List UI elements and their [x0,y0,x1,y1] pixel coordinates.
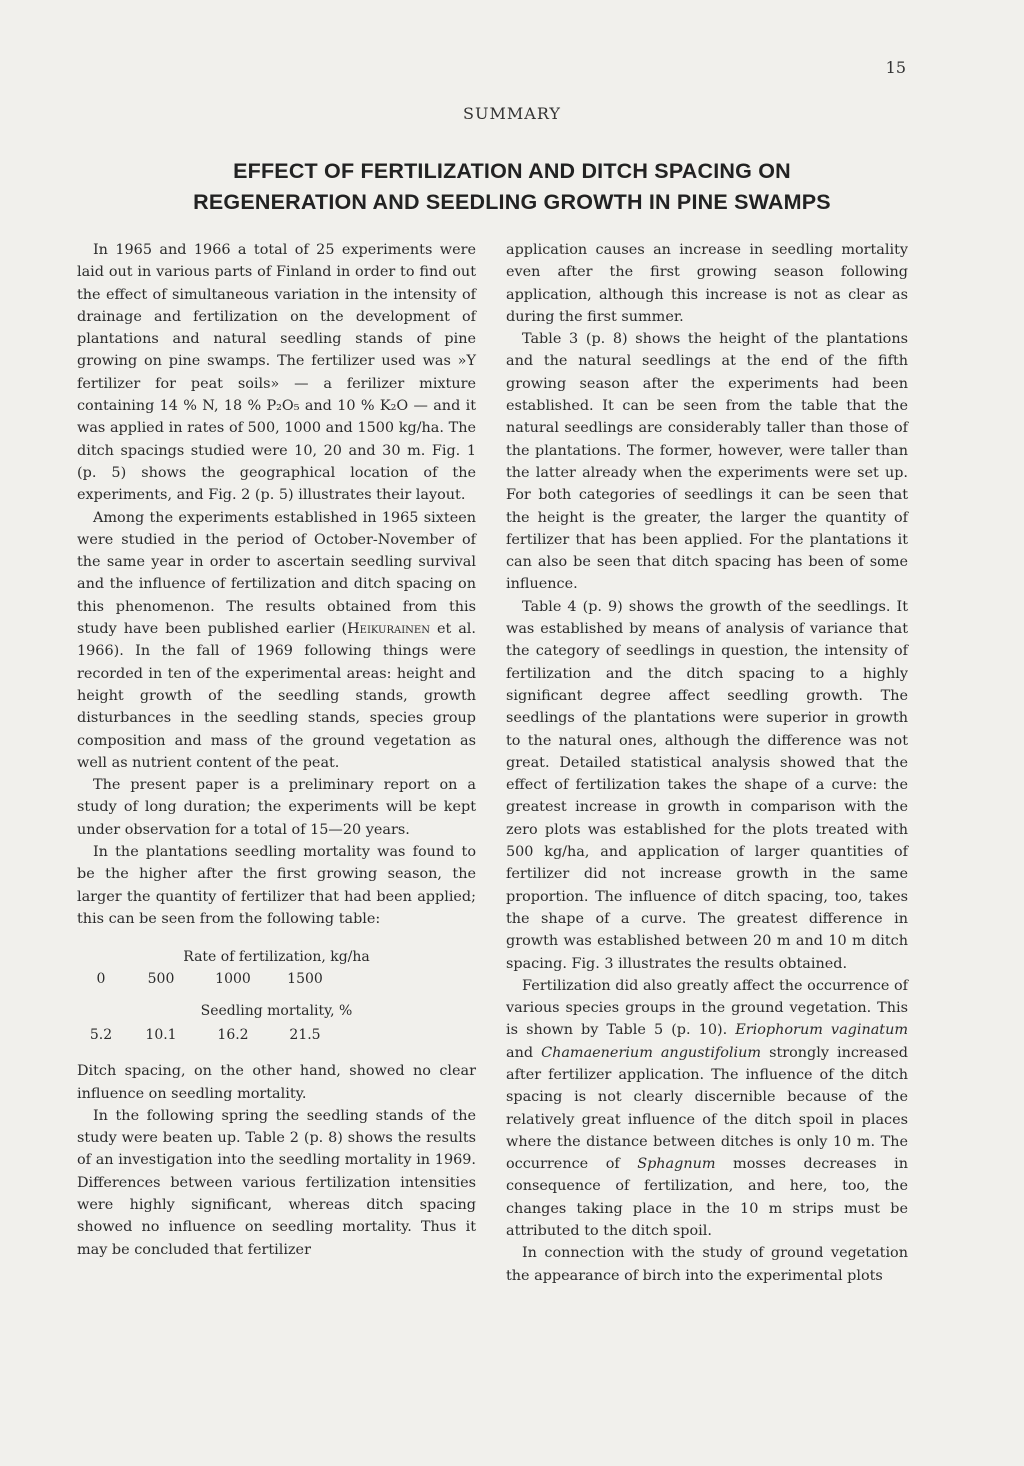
title-line-2: REGENERATION AND SEEDLING GROWTH IN PINE SWAMPS [193,190,831,214]
paragraph: In the following spring the seedling stands of the study were beaten up. Table 2 (p. 8) shows the results of an investigation into the seedling mortality in 1969. Differences between various fertilization intensities were highly significant, whereas ditch spacing showed no influence on seedling mortality. Thus it may be concluded that fertilizer [77,1107,476,1258]
mortality-table [77,946,476,1046]
title-line-1: EFFECT OF FERTILIZATION AND DITCH SPACING ON [233,159,791,183]
text: mosses decreases in consequence of fertilization, and here, too, the changes taking place in the 10 m strips must be attributed to the ditch spoil. [506,1156,909,1240]
table-cell: 16.2 [217,1027,249,1044]
paragraph: The present paper is a preliminary report on a study of long duration; the experiments will be kept under observation for a total of 15—20 years. [77,777,476,838]
paragraph [506,975,908,1243]
paragraph: In connection with the study of ground vegetation the appearance of birch into the experimental plots [506,1245,908,1284]
left-column [77,239,476,1261]
table-row [77,1024,476,1046]
table-cell: 1000 [215,971,251,988]
species-name: Eriophorum vaginatum [735,1022,909,1039]
text: and [506,1044,542,1061]
text: et al. 1966). In the fall of 1969 following things were recorded in ten of the experimental areas: height and height growth of the seedling stands, growth disturbances in the seedling stands, species group composition and mass of the ground vegetation as well as nutrient content of the peat. [77,621,476,771]
text: Among the experiments established in 1965 sixteen were studied in the period of October-November of the same year in order to ascertain seedling survival and the influence of fertilization and ditch spacing on this phenomenon. The results obtained from this study have been published earlier ( [77,509,476,638]
species-name: Chamaenerium angustifolium [541,1044,762,1061]
table-cell: 0 [96,971,106,988]
table-cell: 21.5 [289,1027,321,1044]
table-cell: 1500 [287,971,323,988]
paragraph: Table 3 (p. 8) shows the height of the plantations and the natural seedlings at the end of the fifth growing season after the experiments had been established. It can be seen from the table that the natural seedlings are considerably taller than those of the plantations. The former, however, were taller than the latter already when the experiments were set up. For both categories of seedlings it can be seen that the height is the greater, the larger the quantity of fertilizer that has been applied. For the plantations it can also be seen that ditch spacing has been of some influence. [506,331,908,593]
paragraph: application causes an increase in seedling mortality even after the first growing season following application, although this increase is not as clear as during the first summer. [506,242,908,325]
right-column [506,239,908,1287]
table-row [77,968,476,990]
paragraph: Ditch spacing, on the other hand, showed no clear influence on seedling mortality. [77,1063,476,1102]
paragraph: In 1965 and 1966 a total of 25 experiments were laid out in various parts of Finland in order to find out the effect of simultaneous variation in the intensity of drainage and fertilization on the development of plantations and natural seedling stands of pine growing on pine swamps. The fertilizer used was »Y fertilizer for peat soils» — a ferilizer mixture containing 14 % N, 18 % P₂O₅ and 10 % K₂O — and it was applied in rates of 500, 1000 and 1500 kg/ha. The ditch spacings studied were 10, 20 and 30 m. Fig. 1 (p. 5) shows the geographical location of the experiments, and Fig. 2 (p. 5) illustrates their layout. [77,242,476,504]
page-number: 15 [885,58,906,77]
table-caption: Rate of fertilization, kg/ha [183,949,370,966]
article-title [60,156,964,218]
paragraph [77,507,476,775]
text: strongly increased after fertilizer application. The influence of the ditch spacing is not clearly discernible because of the relatively great influence of the ditch spoil in places where the distance between ditches is only 10 m. The occurrence of [506,1044,909,1173]
author-name: Heikurainen [347,621,430,638]
table-subcaption: Seedling mortality, % [200,1003,353,1020]
text: Fertilization did also greatly affect the occurrence of various species groups in the ground vegetation. This is shown by Table 5 (p. 10). [506,977,908,1039]
paragraph: In the plantations seedling mortality was found to be the higher after the first growing season, the larger the quantity of fertilizer that had been applied; this can be seen from the following table: [77,844,476,927]
table-cell: 5.2 [89,1027,113,1044]
section-heading: SUMMARY [463,104,561,123]
table-cell: 10.1 [145,1027,177,1044]
species-name: Sphagnum [637,1156,716,1173]
table-cell: 500 [147,971,175,988]
paragraph: Table 4 (p. 9) shows the growth of the seedlings. It was established by means of analysis of variance that the category of seedlings in question, the intensity of fertilization and the ditch spacing to a highly significant degree affect seedling growth. The seedlings of the plantations were superior in growth to the natural ones, although the difference was not great. Detailed statistical analysis showed that the effect of fertilization takes the shape of a curve: the greatest increase in growth in comparison with the zero plots was established for the plots treated with 500 kg/ha, and application of larger quantities of fertilizer did not increase growth in the same proportion. The influence of ditch spacing, too, takes the shape of a curve. The greatest difference in growth was established between 20 m and 10 m ditch spacing. Fig. 3 illustrates the results obtained. [506,598,908,972]
